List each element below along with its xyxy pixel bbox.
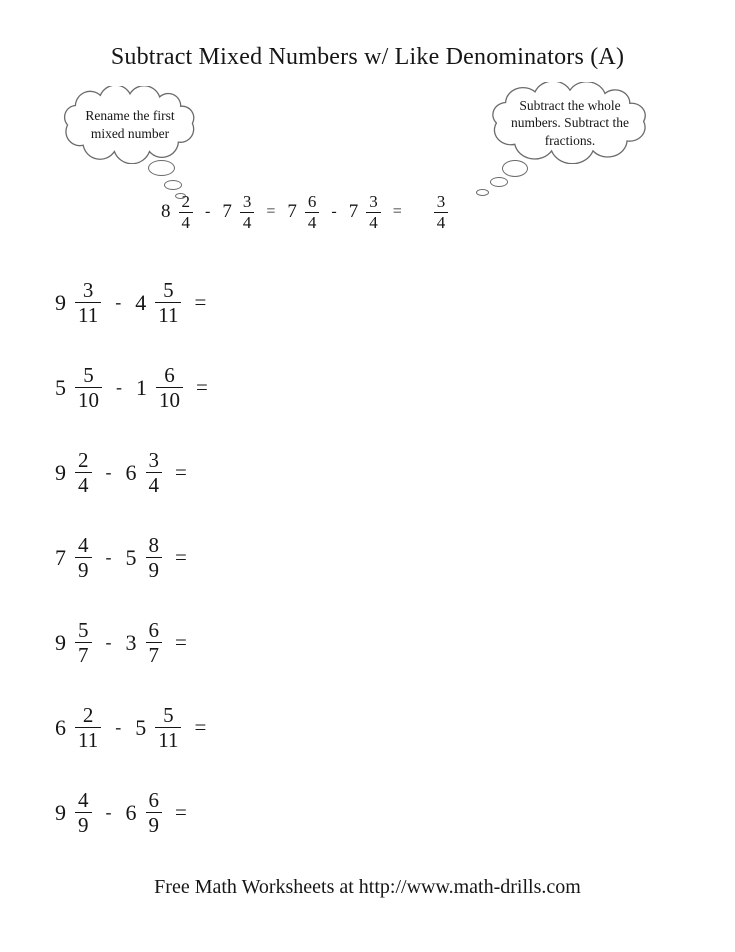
problem-row (55, 600, 208, 685)
fraction (179, 192, 194, 232)
minus-operator: - (105, 547, 112, 567)
example-equation (161, 192, 448, 232)
equals-operator: = (175, 545, 187, 569)
fraction (146, 788, 163, 837)
thought-dot-icon (476, 189, 489, 196)
numerator: 3 (369, 192, 378, 211)
whole-number: 5 (55, 374, 66, 400)
fraction (146, 533, 163, 582)
page-title: Subtract Mixed Numbers w/ Like Denominators (A) (110, 44, 625, 70)
thought-bubble-left-text: Rename the first mixed number (85, 108, 175, 141)
equals-operator: = (194, 715, 207, 739)
whole-number: 4 (135, 289, 147, 315)
whole-number: 7 (348, 201, 359, 223)
problem-row (55, 685, 208, 770)
fraction (146, 448, 163, 497)
numerator: 3 (82, 277, 94, 302)
problem-row (55, 770, 208, 855)
denominator: 4 (240, 212, 255, 233)
fraction (75, 788, 92, 837)
equals-operator: = (175, 460, 187, 484)
numerator: 8 (148, 532, 159, 557)
numerator: 5 (163, 277, 174, 302)
equals-operator: = (194, 290, 207, 314)
footer-credit: Free Math Worksheets at http://www.math-drills.com (154, 876, 581, 898)
denominator: 10 (75, 387, 102, 412)
fraction (75, 278, 101, 327)
denominator: 11 (75, 727, 101, 752)
problems-list (55, 260, 208, 855)
thought-dot-icon (490, 177, 508, 187)
numerator: 3 (148, 447, 159, 472)
minus-operator: - (116, 377, 122, 397)
denominator: 4 (146, 472, 163, 497)
numerator: 3 (436, 192, 446, 211)
minus-operator: - (105, 632, 112, 652)
whole-number: 6 (55, 714, 66, 740)
minus-operator: - (205, 203, 211, 221)
denominator: 11 (155, 302, 181, 327)
fraction (240, 192, 255, 232)
denominator: 4 (434, 212, 449, 233)
numerator: 4 (78, 532, 89, 557)
numerator: 6 (164, 362, 175, 387)
equals-operator: = (196, 375, 208, 399)
whole-number: 7 (222, 201, 232, 223)
whole-number: 7 (55, 544, 66, 570)
fraction (75, 618, 92, 667)
fraction (75, 363, 102, 412)
numerator: 2 (78, 447, 89, 472)
whole-number: 9 (55, 629, 66, 655)
whole-number: 5 (135, 714, 147, 740)
denominator: 11 (75, 302, 101, 327)
denominator: 7 (146, 642, 163, 667)
numerator: 3 (242, 192, 252, 211)
fraction (305, 192, 320, 232)
denominator: 9 (146, 812, 163, 837)
thought-dot-icon (164, 180, 182, 190)
thought-bubble-right-text: Subtract the whole numbers. Subtract the fractions. (510, 97, 630, 148)
denominator: 4 (75, 472, 92, 497)
denominator: 9 (75, 812, 92, 837)
minus-operator: - (115, 717, 122, 737)
denominator: 4 (305, 212, 320, 233)
whole-number: 9 (55, 289, 66, 315)
whole-number: 8 (161, 201, 171, 223)
minus-operator: - (115, 292, 122, 312)
whole-number: 3 (125, 629, 137, 655)
fraction (366, 192, 381, 232)
fraction (75, 533, 92, 582)
minus-operator: - (331, 203, 337, 221)
numerator: 5 (78, 617, 89, 642)
denominator: 7 (75, 642, 92, 667)
denominator: 10 (156, 387, 183, 412)
fraction (146, 618, 163, 667)
numerator: 5 (83, 362, 94, 387)
fraction (75, 448, 92, 497)
numerator: 4 (78, 787, 89, 812)
problem-row (55, 515, 208, 600)
denominator: 4 (366, 212, 381, 233)
problem-row (55, 345, 208, 430)
example-answer-fraction (434, 192, 449, 232)
denominator: 9 (146, 557, 163, 582)
numerator: 5 (163, 702, 174, 727)
equals-operator: = (175, 630, 187, 654)
equals-operator: = (266, 203, 276, 221)
equals-operator: = (392, 203, 402, 221)
thought-bubble-left (52, 86, 208, 164)
whole-number: 6 (125, 799, 137, 825)
whole-number: 1 (136, 374, 147, 400)
fraction (155, 703, 181, 752)
whole-number: 6 (125, 459, 137, 485)
fraction (156, 363, 183, 412)
denominator: 9 (75, 557, 92, 582)
thought-bubble-right (478, 82, 662, 164)
fraction (155, 278, 181, 327)
thought-dot-icon (502, 160, 528, 177)
numerator: 6 (307, 192, 317, 211)
numerator: 2 (82, 702, 94, 727)
equals-operator: = (175, 800, 187, 824)
whole-number: 9 (55, 459, 66, 485)
denominator: 4 (179, 212, 194, 233)
thought-dot-icon (148, 160, 175, 176)
numerator: 2 (181, 192, 190, 211)
numerator: 6 (148, 617, 159, 642)
whole-number: 9 (55, 799, 66, 825)
problem-row (55, 430, 208, 515)
minus-operator: - (105, 462, 112, 482)
denominator: 11 (155, 727, 181, 752)
whole-number: 7 (287, 201, 297, 223)
whole-number: 5 (125, 544, 137, 570)
minus-operator: - (105, 802, 112, 822)
numerator: 6 (148, 787, 159, 812)
fraction (75, 703, 101, 752)
problem-row (55, 260, 208, 345)
